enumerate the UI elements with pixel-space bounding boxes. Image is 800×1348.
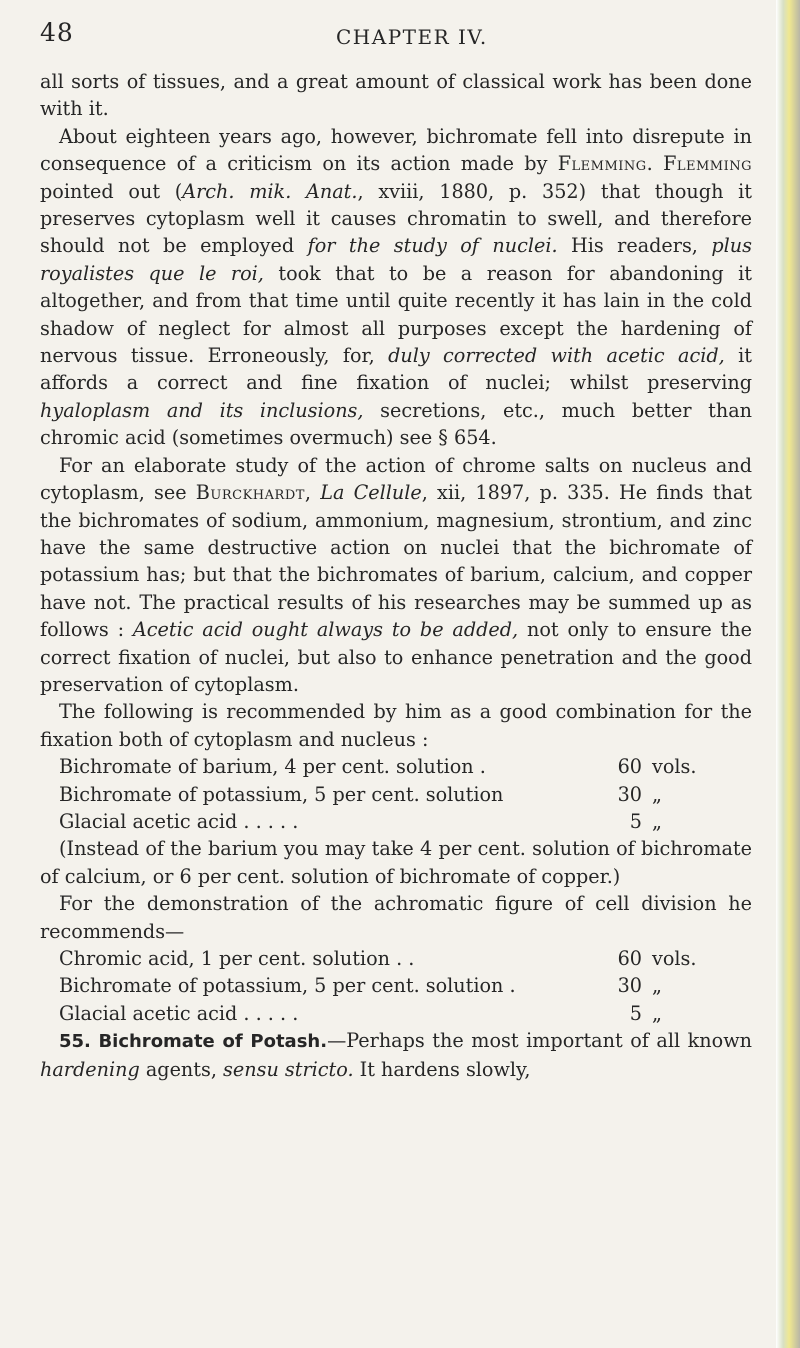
unit: „ (652, 974, 662, 998)
ingredient: Chromic acid, 1 per cent. solution . . (59, 946, 415, 970)
unit: vols. (652, 755, 697, 779)
text-run: secretions, etc., much better than chromic acid (sometimes overmuch) see § 654. (40, 398, 752, 450)
emphasis: plus royalistes que le roi, (40, 234, 752, 285)
text-run: it affords a correct and fine fixation of nuclei; whilst preserving (40, 344, 752, 395)
author-name: Flemming (557, 152, 647, 176)
section-55 (40, 1027, 752, 1083)
section-number: 55. (59, 1031, 91, 1053)
text-run: It hardens slowly, (353, 1057, 531, 1081)
ingredient: Glacial acetic acid . . . . . (59, 1001, 299, 1025)
emphasis: sensu stricto. (223, 1057, 354, 1081)
quantity: 5 (629, 1001, 642, 1025)
formula-2 (40, 945, 752, 1027)
emphasis: duly corrected with acetic acid, (388, 344, 725, 368)
section-title: Bichromate of Potash. (98, 1031, 328, 1053)
paragraph-6: For the demonstration of the achromatic figure of cell division he recommends— (40, 892, 752, 943)
paragraph-2 (40, 123, 752, 452)
running-head: CHAPTER IV. (336, 25, 488, 49)
quantity: 30 (617, 974, 642, 998)
formula-row (59, 945, 752, 972)
quantity: 5 (629, 809, 642, 833)
quantity: 60 (617, 755, 642, 779)
body-text (40, 68, 752, 1083)
text-run: . (646, 152, 664, 176)
unit: „ (652, 782, 662, 806)
unit: „ (652, 1001, 662, 1025)
page-number: 48 (40, 18, 74, 47)
emphasis: for the study of nuclei. (307, 234, 558, 258)
author-name: Burckhardt (195, 481, 305, 505)
paragraph-1: all sorts of tissues, and a great amount of classical work has been done with it. (40, 70, 752, 121)
formula-row (59, 781, 752, 808)
formula-row (59, 972, 752, 999)
quantity: 60 (617, 946, 642, 970)
text-run: , xii, 1897, p. 335. He finds that the bichromates of sodium, ammonium, magnesium, strontium, and zinc have the same destructive action on nuclei that the bichromate of potassium has; but that the bichromates of barium, calcium, and copper have not. The practical results of his researches may be summed up as follows : (40, 481, 752, 642)
text-run: For an elaborate study of the action of chrome salts on nucleus and cytoplasm, see (40, 453, 752, 505)
formula-row (59, 1000, 752, 1027)
paragraph-3 (40, 452, 752, 699)
formula-row (59, 808, 752, 835)
text-run: pointed out ( (40, 179, 183, 203)
text-run: agents, (139, 1057, 224, 1081)
text-run: His readers, (557, 234, 712, 258)
quantity: 30 (617, 782, 642, 806)
ingredient: Bichromate of potassium, 5 per cent. solution (59, 782, 504, 806)
formula-1 (40, 753, 752, 835)
emphasis: hardening (40, 1057, 140, 1081)
text-run: , xviii, 1880, p. 352) that though it preserves cytoplasm well it causes chromatin to swell, and therefore should not be employed (40, 179, 753, 258)
text-run: not only to ensure the correct fixation of nuclei, but also to enhance penetration and the good preservation of cytoplasm. (40, 618, 753, 696)
unit: „ (652, 809, 662, 833)
paragraph-4: The following is recommended by him as a good combination for the fixation both of cytoplasm and nucleus : (40, 700, 752, 751)
page-edge (776, 0, 800, 1348)
journal-title: La Cellule (320, 481, 422, 505)
text-run: took that to be a reason for abandoning it altogether, and from that time until quite recently it has lain in the cold shadow of neglect for almost all purposes except the hardening of nervous tissue. Erroneously, for, (40, 261, 752, 368)
ingredient: Bichromate of barium, 4 per cent. solution . (59, 755, 486, 779)
emphasis: Acetic acid ought always to be added, (132, 618, 519, 642)
text-run: —Perhaps the most important of all known (327, 1029, 752, 1053)
paragraph-5: (Instead of the barium you may take 4 per cent. solution of bichromate of calcium, or 6 per cent. solution of bichromate of copper.) (40, 837, 752, 888)
emphasis: hyaloplasm and its inclusions, (40, 398, 364, 422)
author-name: Flemming (663, 152, 753, 176)
journal-title: Arch. mik. Anat. (182, 179, 358, 203)
ingredient: Glacial acetic acid . . . . . (59, 809, 299, 833)
text-run: About eighteen years ago, however, bichromate fell into disrepute in consequence of a criticism on its action made by (40, 124, 752, 176)
ingredient: Bichromate of potassium, 5 per cent. solution . (59, 974, 516, 998)
text-run: , (304, 481, 321, 505)
unit: vols. (652, 946, 697, 970)
formula-row (59, 753, 752, 780)
